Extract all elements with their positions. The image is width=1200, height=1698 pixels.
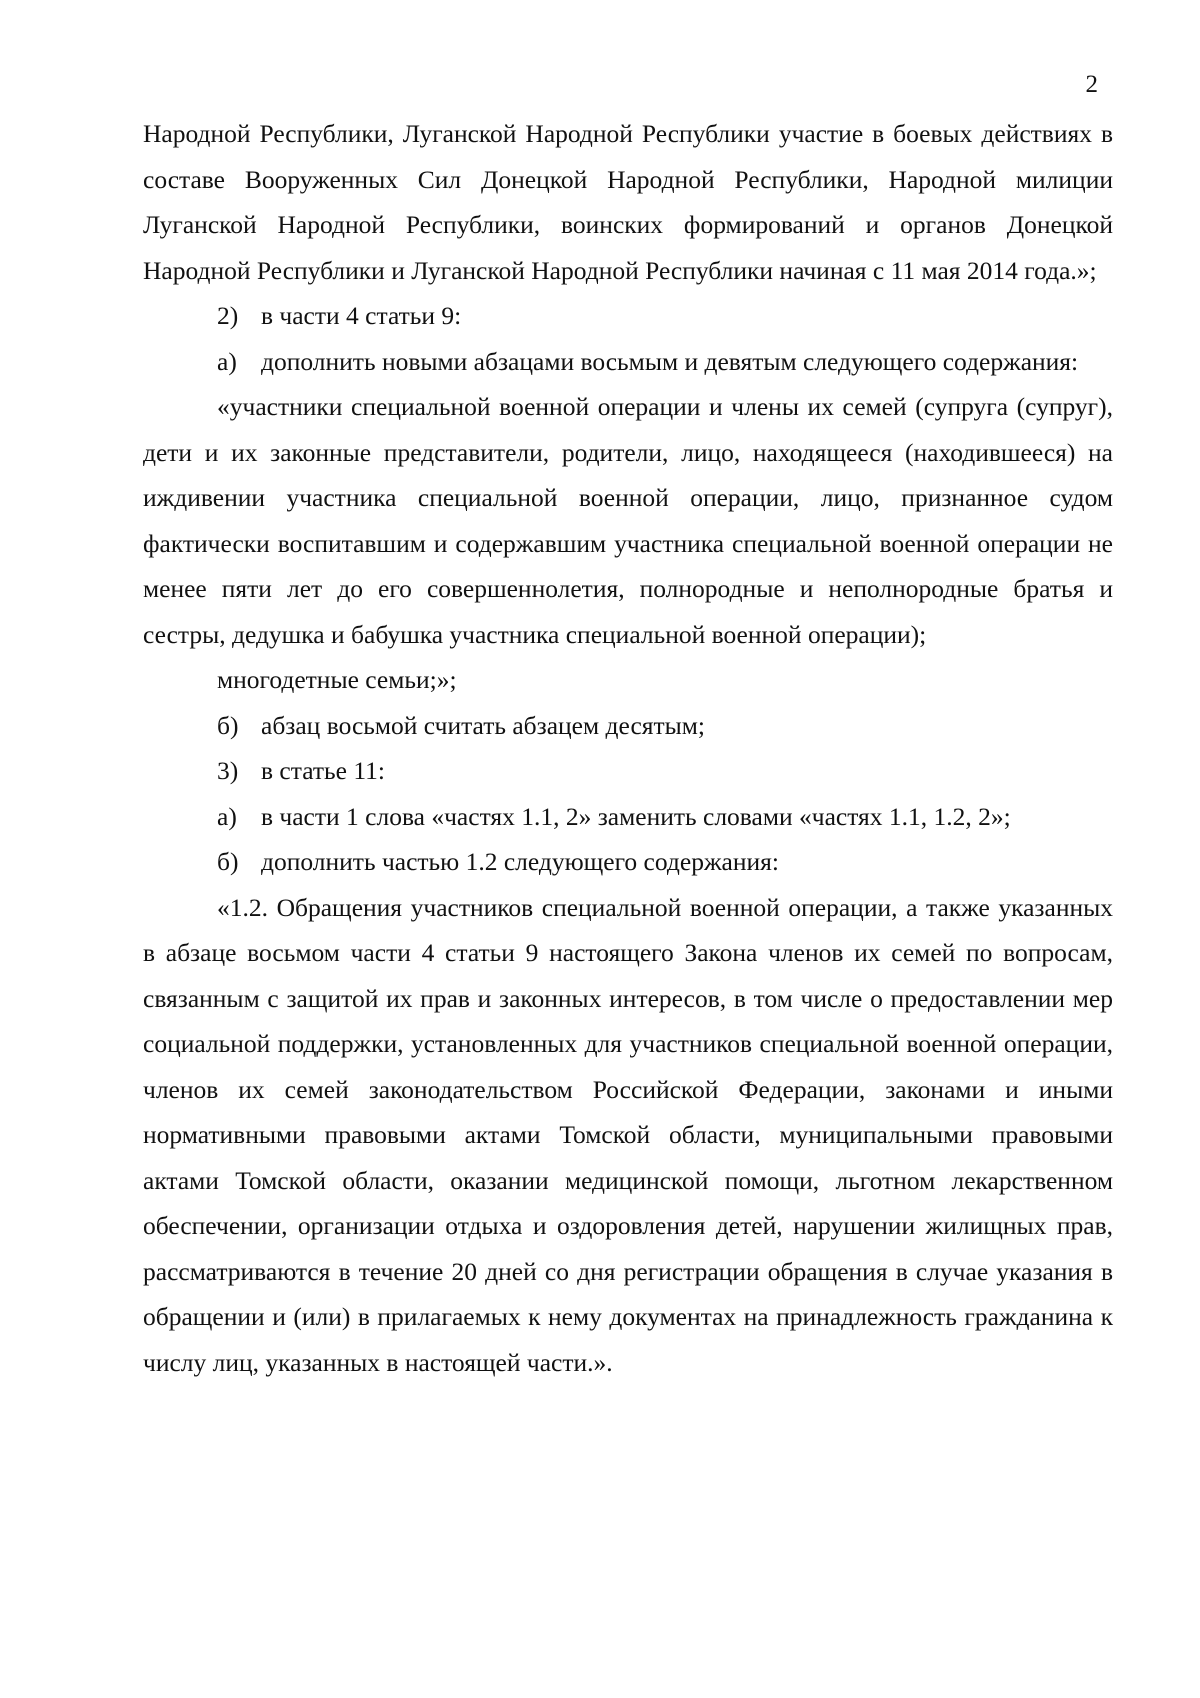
paragraph-subitem-b: б) абзац восьмой считать абзацем десятым; [143, 703, 1113, 749]
item-marker: а) [217, 346, 237, 376]
paragraph-subitem-a-2: а) в части 1 слова «частях 1.1, 2» заменить словами «частях 1.1, 1.2, 2»; [143, 794, 1113, 840]
document-body [143, 111, 1113, 1385]
paragraph-large-families: многодетные семьи;»; [217, 665, 457, 694]
paragraph-subitem-b-2: б) дополнить частью 1.2 следующего содержания: [143, 839, 1113, 885]
item-marker: а) [217, 801, 237, 831]
item-marker: б) [217, 847, 239, 876]
paragraph-item-3: 3) в статье 11: [143, 748, 1113, 794]
paragraph-quote-section-1-2: «1.2. Обращения участников специальной военной операции, а также указанных в абзаце восьмом части 4 статьи 9 настоящего Закона членов их семей по вопросам, связанным с защитой их прав и законных интересов, в том числе о предоставлении мер социальной поддержки, установленных для участников специальной военной операции, членов их семей законодательством Российской Федерации, законами и иными нормативными правовыми актами Томской области, муниципальными правовыми актами Томской области, оказании медицинской помощи, льготном лекарственном обеспечении, организации отдыха и оздоровления детей, нарушении жилищных прав, рассматриваются в течение 20 дней со дня регистрации обращения в случае указания в обращении и (или) в прилагаемых к нему документах на принадлежность гражданина к числу лиц, указанных в настоящей части.». [143, 892, 1113, 1377]
item-marker: 3) [217, 756, 239, 785]
page-number: 2 [1085, 71, 1098, 98]
paragraph-continuation: Народной Республики, Луганской Народной Республики участие в боевых действиях в составе Вооруженных Сил Донецкой Народной Республики, Народной милиции Луганской Народной Республики, воинских формирований и органов Донецкой Народной Республики и Луганской Народной Республики начиная с 11 мая 2014 года.»; [143, 119, 1113, 285]
paragraph-subitem-a: а) дополнить новыми абзацами восьмым и девятым следующего содержания: [143, 339, 1113, 385]
paragraph-item-2: 2) в части 4 статьи 9: [143, 293, 1113, 339]
item-marker: 2) [217, 301, 239, 330]
item-marker: б) [217, 710, 239, 740]
paragraph-quote-participants: «участники специальной военной операции и члены их семей (супруга (супруг), дети и их законные представители, родители, лицо, находящееся (находившееся) на иждивении участника специальной военной операции, лицо, признанное судом фактически воспитавшим и содержавшим участника специальной военной операции не менее пяти лет до его совершеннолетия, полнородные и неполнородные братья и сестры, дедушка и бабушка участника специальной военной операции); [143, 392, 1113, 649]
